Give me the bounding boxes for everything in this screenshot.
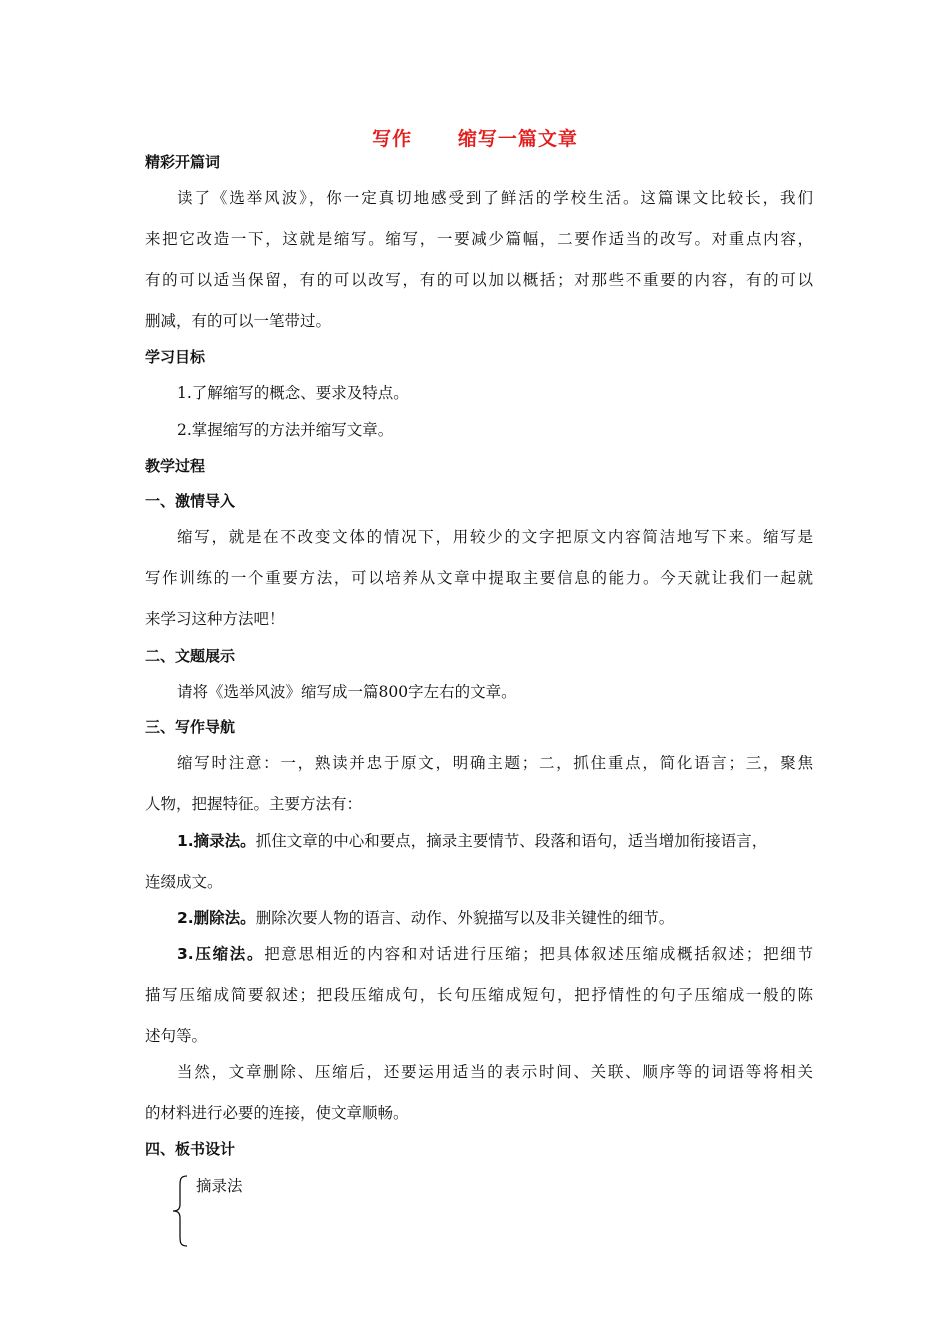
paragraph-line: 连缀成文。 [145, 873, 223, 891]
goal-item: 1.了解缩写的概念、要求及特点。 [177, 384, 409, 402]
section-heading-board: 四、板书设计 [145, 1140, 236, 1158]
section-heading-guide: 三、写作导航 [145, 718, 236, 736]
goal-item: 2.掌握缩写的方法并缩写文章。 [177, 421, 394, 439]
method-label: 3.压缩法。 [177, 945, 265, 963]
paragraph-line: 写作训练的一个重要方法，可以培养从文章中提取主要信息的能力。今天就让我们一起就 [145, 569, 813, 587]
method-label: 2.删除法。 [177, 909, 256, 927]
paragraph-line: 读了《选举风波》，你一定真切地感受到了鲜活的学校生活。这篇课文比较长，我们 [177, 189, 813, 207]
curly-brace-icon [170, 1174, 190, 1248]
section-heading-intro: 一、激情导入 [145, 492, 236, 510]
paragraph-line: 请将《选举风波》缩写成一篇800字左右的文章。 [177, 683, 517, 701]
document-title: 写作 缩写一篇文章 [372, 128, 578, 150]
method-line [177, 944, 813, 964]
section-heading-opening: 精彩开篇词 [145, 153, 221, 171]
method-text: 把意思相近的内容和对话进行压缩；把具体叙述压缩成概括叙述；把细节 [264, 945, 813, 963]
section-heading-process: 教学过程 [145, 457, 206, 475]
method-label: 1.摘录法。 [177, 832, 256, 850]
paragraph-line: 缩写时注意：一，熟读并忠于原文，明确主题；二，抓住重点，简化语言；三，聚焦 [177, 754, 813, 772]
method-text: 删除次要人物的语言、动作、外貌描写以及非关键性的细节。 [255, 909, 675, 927]
paragraph-line: 的材料进行必要的连接，使文章顺畅。 [145, 1104, 409, 1122]
paragraph-line: 当然，文章删除、压缩后，还要运用适当的表示时间、关联、顺序等的词语等将相关 [177, 1063, 813, 1081]
method-line [177, 831, 822, 851]
paragraph-line: 人物，把握特征。主要方法有： [145, 795, 363, 813]
paragraph-line: 来把它改造一下，这就是缩写。缩写，一要减少篇幅，二要作适当的改写。对重点内容， [145, 230, 813, 248]
board-item: 摘录法 [196, 1177, 243, 1195]
paragraph-line: 述句等。 [145, 1027, 208, 1045]
section-heading-topic: 二、文题展示 [145, 647, 236, 665]
method-text: 抓住文章的中心和要点，摘录主要情节、段落和语句，适当增加衔接语言， [255, 832, 768, 850]
paragraph-line: 删减，有的可以一笔带过。 [145, 312, 332, 330]
paragraph-line: 缩写，就是在不改变文体的情况下，用较少的文字把原文内容简洁地写下来。缩写是 [177, 528, 813, 546]
section-heading-goals: 学习目标 [145, 348, 206, 366]
paragraph-line: 来学习这种方法吧！ [145, 610, 285, 628]
method-line [177, 908, 813, 928]
paragraph-line: 有的可以适当保留，有的可以改写，有的可以加以概括；对那些不重要的内容，有的可以 [145, 271, 813, 289]
paragraph-line: 描写压缩成简要叙述；把段压缩成句，长句压缩成短句，把抒情性的句子压缩成一般的陈 [145, 986, 813, 1004]
